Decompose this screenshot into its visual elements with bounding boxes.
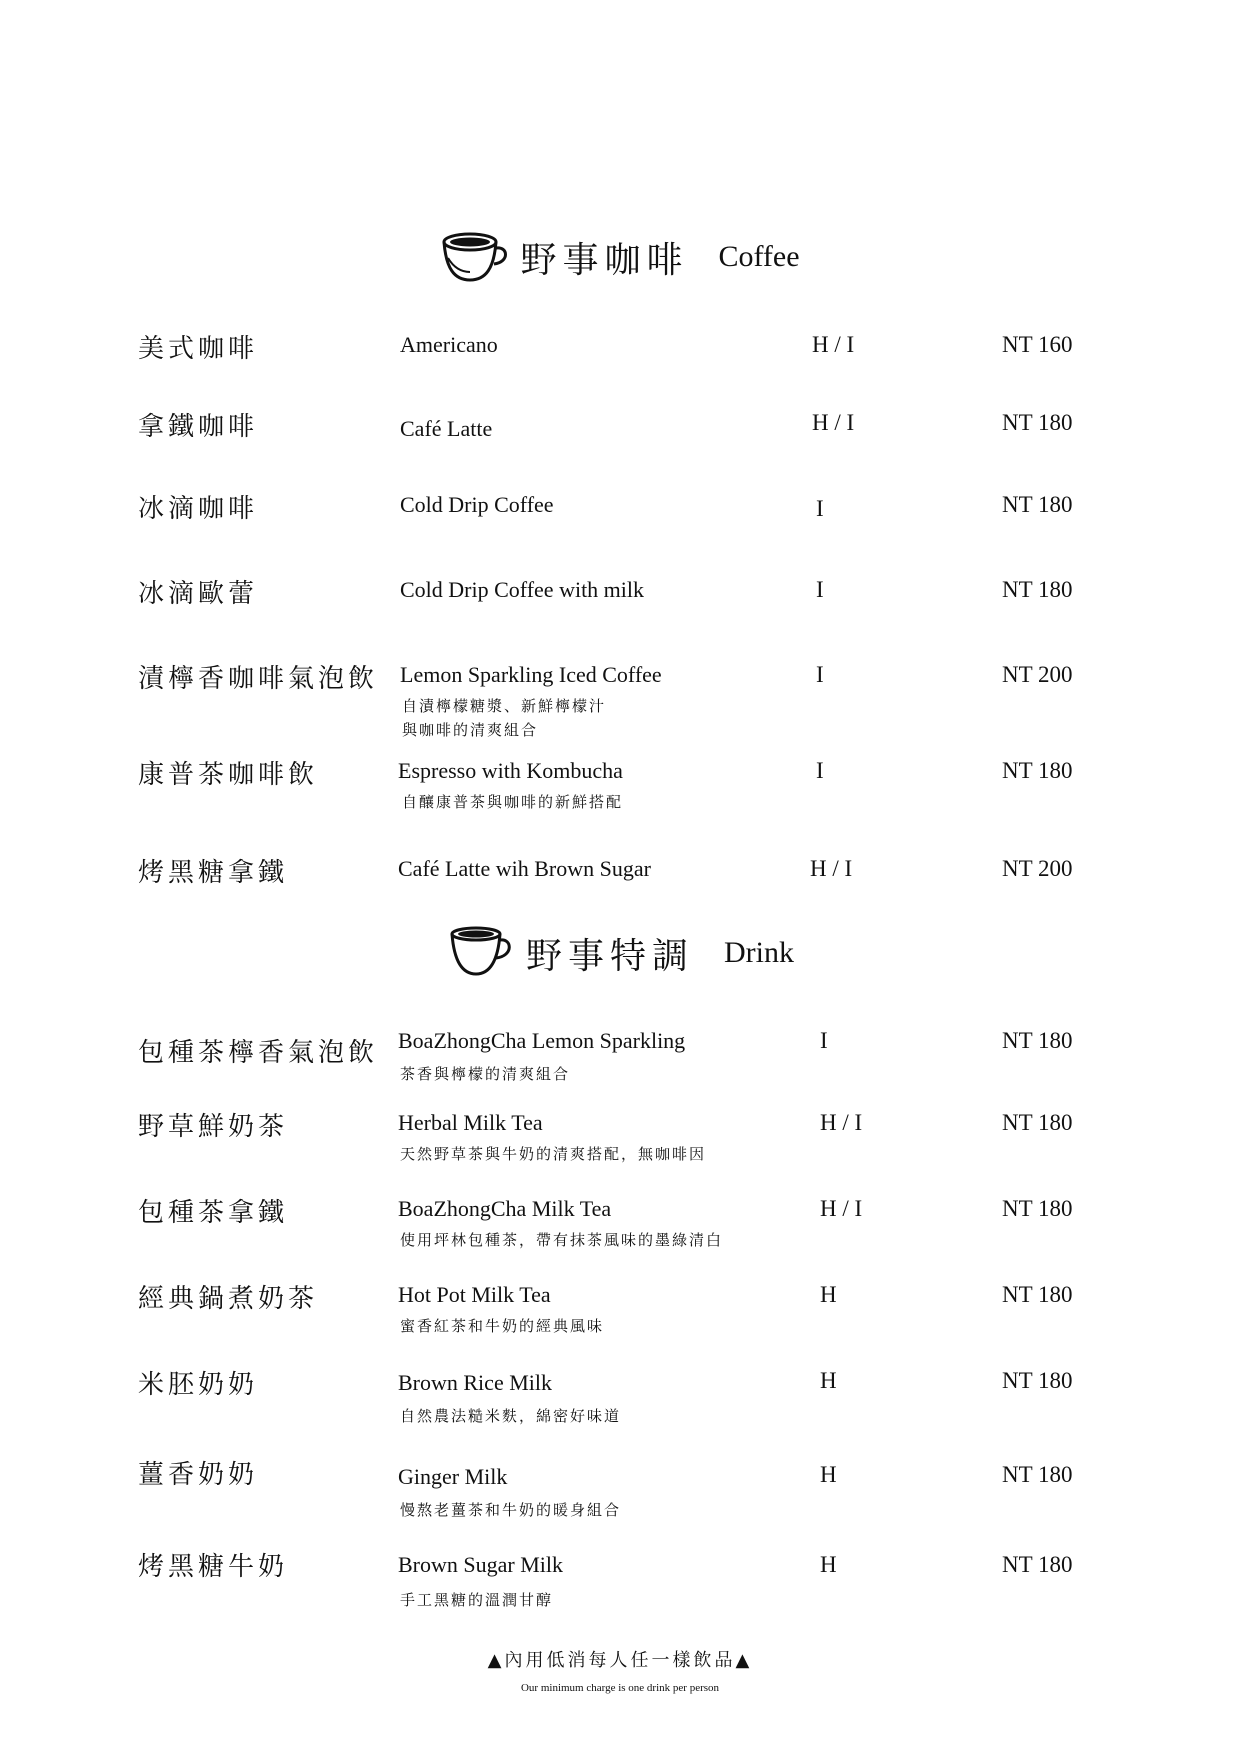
item-name-zh: 包種茶拿鐵 — [138, 1198, 289, 1228]
item-temperature: H — [820, 1282, 837, 1307]
item-name-zh: 康普茶咖啡飲 — [138, 760, 319, 790]
drink-section-header — [0, 918, 1240, 988]
item-description: 自釀康普茶與咖啡的新鮮搭配 — [402, 793, 624, 811]
item-name-en: Cold Drip Coffee — [400, 492, 554, 517]
item-name-en: Café Latte wih Brown Sugar — [398, 856, 651, 881]
item-price: NT 180 — [1002, 1110, 1073, 1135]
item-name-en: Americano — [400, 332, 498, 357]
item-price: NT 180 — [1002, 577, 1073, 602]
item-temperature: H / I — [812, 410, 855, 435]
tea-cup-icon — [446, 924, 516, 982]
item-name-zh: 拿鐵咖啡 — [138, 412, 259, 442]
item-description: 蜜香紅茶和牛奶的經典風味 — [400, 1317, 605, 1335]
item-temperature: H / I — [820, 1196, 863, 1221]
item-description: 天然野草茶與牛奶的清爽搭配，無咖啡因 — [400, 1145, 707, 1163]
item-name-zh: 漬檸香咖啡氣泡飲 — [138, 664, 379, 694]
drink-title-en: Drink — [724, 936, 794, 969]
item-price: NT 180 — [1002, 1552, 1073, 1577]
item-description: 自漬檸檬糖漿、新鮮檸檬汁 與咖啡的清爽組合 — [402, 697, 607, 739]
item-temperature: H — [820, 1552, 837, 1577]
item-price: NT 180 — [1002, 1282, 1073, 1307]
item-name-en: BoaZhongCha Milk Tea — [398, 1196, 612, 1221]
item-name-zh: 烤黑糖拿鐵 — [138, 858, 289, 888]
item-price: NT 180 — [1002, 492, 1073, 517]
item-price: NT 180 — [1002, 758, 1073, 783]
item-name-en: Herbal Milk Tea — [398, 1110, 543, 1135]
item-temperature: H / I — [820, 1110, 863, 1135]
item-temperature: H / I — [812, 332, 855, 357]
coffee-cup-icon — [440, 228, 510, 286]
item-price: NT 180 — [1002, 1196, 1073, 1221]
item-description: 使用坪林包種茶，帶有抹茶風味的墨綠清白 — [400, 1231, 724, 1249]
item-price: NT 200 — [1002, 856, 1073, 881]
item-description: 慢熬老薑茶和牛奶的暖身組合 — [400, 1501, 622, 1519]
item-price: NT 180 — [1002, 1462, 1073, 1487]
coffee-title-en: Coffee — [718, 240, 800, 273]
item-name-en: Espresso with Kombucha — [398, 758, 623, 783]
item-price: NT 200 — [1002, 662, 1073, 687]
item-description: 自然農法糙米麩，綿密好味道 — [400, 1407, 622, 1425]
item-temperature: I — [816, 496, 824, 521]
coffee-title-zh: 野事咖啡 — [520, 239, 689, 281]
item-temperature: H — [820, 1462, 837, 1487]
item-description: 茶香與檸檬的清爽組合 — [400, 1065, 571, 1083]
item-description: 手工黑糖的溫潤甘醇 — [400, 1591, 554, 1609]
item-name-zh: 野草鮮奶茶 — [138, 1112, 289, 1142]
item-temperature: I — [820, 1028, 828, 1053]
item-name-en: Ginger Milk — [398, 1464, 508, 1489]
item-name-en: Cold Drip Coffee with milk — [400, 577, 645, 602]
item-name-en: Brown Sugar Milk — [398, 1552, 563, 1577]
item-temperature: H — [820, 1368, 837, 1393]
minimum-charge-note-en: Our minimum charge is one drink per person — [520, 1682, 720, 1694]
item-price: NT 180 — [1002, 1028, 1073, 1053]
item-name-zh: 包種茶檸香氣泡飲 — [138, 1038, 379, 1068]
item-name-en: Brown Rice Milk — [398, 1370, 552, 1395]
item-name-zh: 冰滴咖啡 — [138, 494, 259, 524]
minimum-charge-note-zh: ▲內用低消每人任一樣飲品▲ — [487, 1650, 753, 1671]
item-name-zh: 經典鍋煮奶茶 — [138, 1284, 319, 1314]
item-name-en: Lemon Sparkling Iced Coffee — [400, 662, 662, 687]
coffee-section-header — [0, 222, 1240, 292]
item-name-en: BoaZhongCha Lemon Sparkling — [398, 1028, 686, 1053]
drink-title-zh: 野事特調 — [525, 935, 694, 977]
item-temperature: I — [816, 577, 824, 602]
item-name-en: Hot Pot Milk Tea — [398, 1282, 551, 1307]
item-price: NT 180 — [1002, 1368, 1073, 1393]
item-name-zh: 冰滴歐蕾 — [138, 579, 259, 609]
item-name-en: Café Latte — [400, 416, 493, 441]
item-temperature: H / I — [810, 856, 853, 881]
item-temperature: I — [816, 662, 824, 687]
item-name-zh: 米胚奶奶 — [138, 1370, 259, 1400]
item-name-zh: 烤黑糖牛奶 — [138, 1552, 289, 1582]
item-temperature: I — [816, 758, 824, 783]
item-name-zh: 美式咖啡 — [138, 334, 259, 364]
item-price: NT 180 — [1002, 410, 1073, 435]
item-name-zh: 薑香奶奶 — [138, 1460, 259, 1490]
item-price: NT 160 — [1002, 332, 1073, 357]
